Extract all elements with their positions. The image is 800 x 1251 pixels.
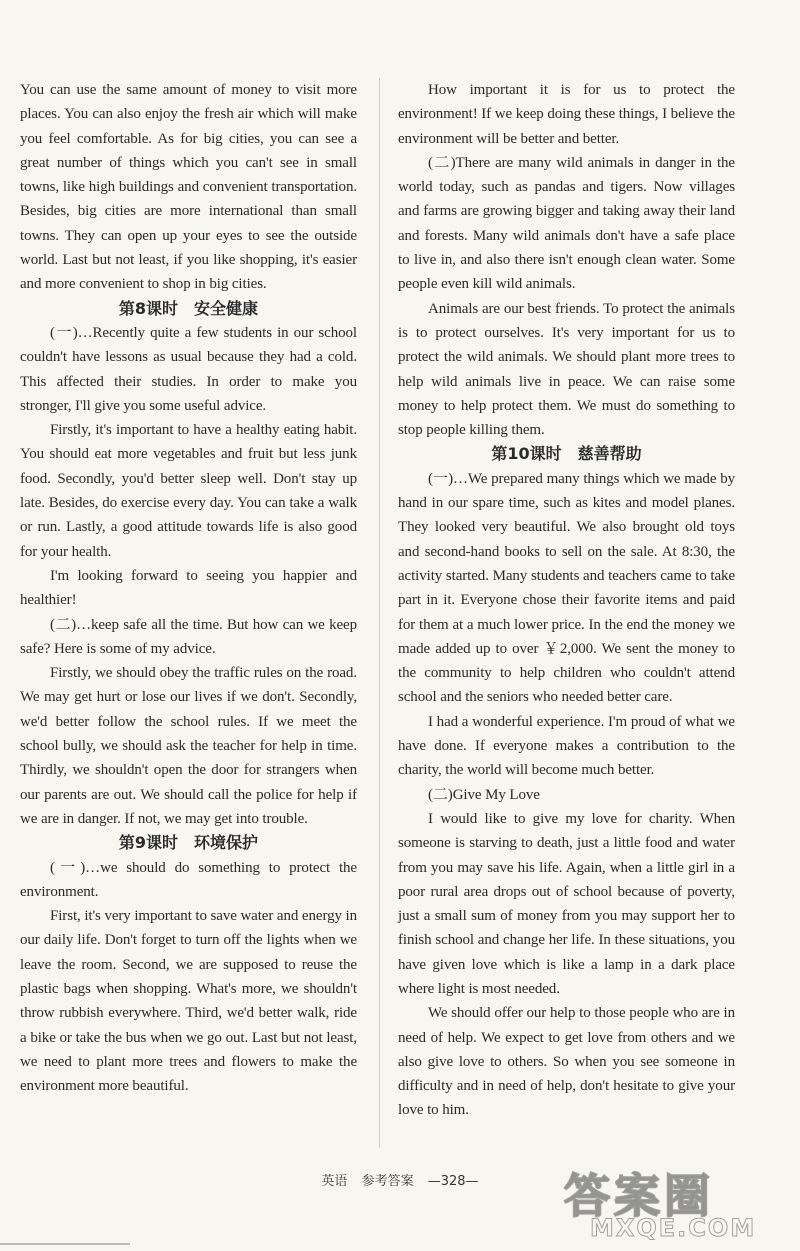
page-number: —328—: [427, 1174, 479, 1189]
paragraph: You can use the same amount of money to visit more places. You can also enjoy the fresh air which will make you feel comfortable. As for big cities, you can see a great number of things which you can't see in small towns, like high buildings and convenient transportation. Besides, big cities are more international than small towns. They can open up your eyes to see the outside world. Last but not least, if you like shopping, it's easier and more convenient to shop in big cities.: [20, 82, 357, 293]
footer-section: 参考答案: [361, 1174, 414, 1189]
paragraph: How important it is for us to protect the environment! If we keep doing these things, I believe the environment will be better and better.: [398, 82, 735, 147]
paragraph: First, it's very important to save water and energy in our daily life. Don't forget to turn off the lights when we leave the room. Second, we are supposed to reuse the plastic bags when shopping. What's more, we shouldn't throw rubbish everywhere. Third, we'd better walk, ride a bike or take the bus when we go out. Last but not least, we need to plant more trees and flowers to make the environment more beautiful.: [20, 908, 357, 1095]
paragraph: Firstly, it's important to have a healthy eating habit. You should eat more vegetables and fruit but less junk food. Secondly, you'd better sleep well. Don't stay up late. Besides, do exercise every day. You can take a walk or run. Lastly, a good attitude towards life is also good for your health.: [20, 422, 357, 560]
lesson-8-heading: 第8课时 安全健康: [118, 298, 259, 318]
left-column: [20, 78, 357, 1098]
paragraph: (一)…We prepared many things which we made by hand in our spare time, such as kites and model planes. They looked very beautiful. We also brought old toys and second-hand books to sell on the sale. At 8:30, the activity started. Many students and teachers came to take part in it. Everyone chose their favorite items and paid for them at a much lower price. In the end the money we made added up to over ￥2,000. We sent the money to the community to help children who couldn't attend school and the seniors who needed better care.: [398, 470, 735, 706]
page-edge-line: [0, 1243, 130, 1245]
paragraph: I had a wonderful experience. I'm proud of what we have done. If everyone makes a contribution to the charity, the world will become much better.: [398, 713, 735, 779]
paragraph: I'm looking forward to seeing you happier and healthier!: [20, 567, 357, 609]
watermark-url: MXQE.COM: [590, 1214, 757, 1242]
watermark-glyphs: 答案圈: [564, 1169, 714, 1223]
lesson-10-heading: 第10课时 慈善帮助: [491, 444, 642, 464]
paragraph: (二)There are many wild animals in danger in the world today, such as pandas and tigers. Now villages and farms are growing bigger and taking away their land and forests. Many wild animals don't have a safe place to live in, and also there isn't enough clean water. Some people even kill wild animals.: [398, 154, 735, 293]
paragraph: Animals are our best friends. To protect the animals is to protect ourselves. It's very important for us to protect the wild animals. We should plant more trees to help wild animals live in peace. We can raise some money to help protect them. We must do something to stop people killing them.: [398, 300, 735, 439]
lesson-9-heading: 第9课时 环境保护: [118, 833, 259, 853]
paragraph: (二)…keep safe all the time. But how can we keep safe? Here is some of my advice.: [20, 616, 357, 657]
right-column: [398, 78, 735, 1123]
paragraph: (一)…Recently quite a few students in our school couldn't have lessons as usual because they had a cold. This affected their studies. In order to make you stronger, I'll give you some useful advice.: [20, 324, 357, 414]
paragraph: We should offer our help to those people who are in need of help. We expect to get love from others and we also give love to others. So when you see someone in difficulty and in need of help, don't hesitate to give your love to him.: [398, 1005, 735, 1119]
paragraph: Firstly, we should obey the traffic rules on the road. We may get hurt or lose our lives if we don't. Secondly, we'd better follow the school rules. If we meet the school bully, we should ask the teacher for help in time. Thirdly, we shouldn't open the door for strangers when our parents are out. We should call the police for help if we are in danger. If not, we may get into trouble.: [20, 665, 357, 827]
watermark-logo: [560, 1160, 785, 1245]
column-divider: [379, 78, 380, 1148]
paragraph: I would like to give my love for charity. When someone is starving to death, just a little food and water from you may save his life. Again, when a little girl in a poor rural area drops out of school because of poverty, just a small sum of money from you may support her to finish school and change her life. In these situations, you have given love which is like a lamp in a dark place where light is most needed.: [398, 810, 735, 997]
paragraph: (二)Give My Love: [428, 786, 540, 803]
footer-subject: 英语: [321, 1174, 348, 1189]
paragraph: (一)…we should do something to protect the environment.: [20, 859, 357, 900]
